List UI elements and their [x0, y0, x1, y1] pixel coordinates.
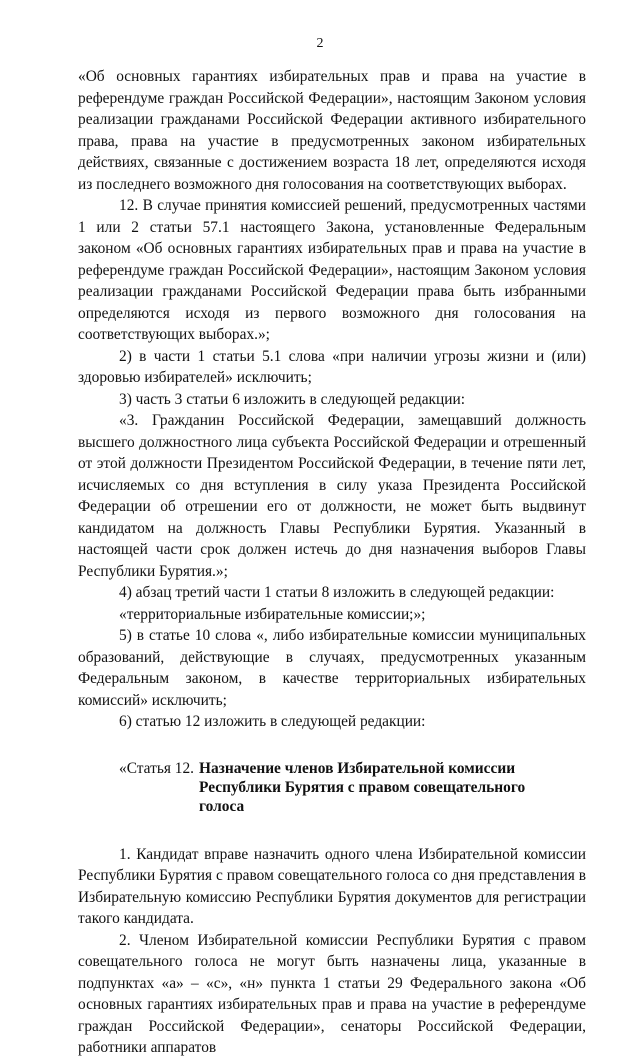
article-heading	[78, 759, 586, 816]
article-title: Назначение членов Избирательной комиссии Республики Бурятия с правом совещательного голоса	[199, 759, 526, 815]
document-body	[78, 66, 586, 1059]
paragraph: «3. Гражданин Российской Федерации, замещавший должность высшего должностного лица субъекта Российской Федерации и отрешенный от этой должности Президентом Российской Федерации, в течение пяти лет, исчисляемых со дня вступления в силу указа Президента Российской Федерации об отрешении его от должности, не может быть выдвинут кандидатом на должность Главы Республики Бурятия. Указанный в настоящей части срок должен истечь до дня назначения выборов Главы Республики Бурятия.»;	[78, 412, 586, 580]
page-number: 2	[316, 36, 324, 51]
paragraph: 4) абзац третий части 1 статьи 8 изложить в следующей редакции:	[119, 584, 555, 601]
paragraph: 1. Кандидат вправе назначить одного члена Избирательной комиссии Республики Бурятия с правом совещательного голоса со дня представления в Избирательную комиссию Республики Бурятия документов для регистрации такого кандидата.	[78, 845, 586, 927]
paragraph: 6) статью 12 изложить в следующей редакции:	[119, 713, 426, 730]
paragraph: 2. Членом Избирательной комиссии Республики Бурятия с правом совещательного голоса не могут быть назначены лица, указанные в подпунктах «а» – «с», «н» пункта 1 статьи 29 Федерального закона «Об основных гарантиях избирательных прав и права на участие в референдуме граждан Российской Федерации», сенаторы Российской Федерации, работники аппаратов	[78, 931, 586, 1056]
paragraph: «территориальные избирательные комиссии;»;	[119, 605, 426, 623]
paragraph: 2) в части 1 статьи 5.1 слова «при наличии угрозы жизни и (или) здоровью избирателей» исключить;	[78, 347, 586, 386]
paragraph: 5) в статье 10 слова «, либо избирательные комиссии муниципальных образований, действующие в случаях, предусмотренных указанным Федеральным законом, в качестве территориальных избирательных комиссий» исключить;	[78, 627, 586, 709]
paragraph: «Об основных гарантиях избирательных прав и права на участие в референдуме граждан Российской Федерации», настоящим Законом условия реализации гражданами Российской Федерации активного избирательного права, права на участие в предусмотренных законом избирательных действиях, связанные с достижением возраста 18 лет, определяются исходя из последнего возможного дня голосования на соответствующих выборах.	[78, 68, 586, 193]
paragraph: 3) часть 3 статьи 6 изложить в следующей редакции:	[119, 390, 466, 408]
article-number: «Статья 12.	[119, 759, 195, 777]
paragraph: 12. В случае принятия комиссией решений, предусмотренных частями 1 или 2 статьи 57.1 настоящего Закона, установленные Федеральным законом «Об основных гарантиях избирательных прав и права на участие в референдуме граждан Российской Федерации», настоящим Законом условия реализации гражданами Российской Федерации права быть избранными определяются исходя из первого возможного дня голосования на соответствующих выборах.»;	[78, 197, 586, 343]
